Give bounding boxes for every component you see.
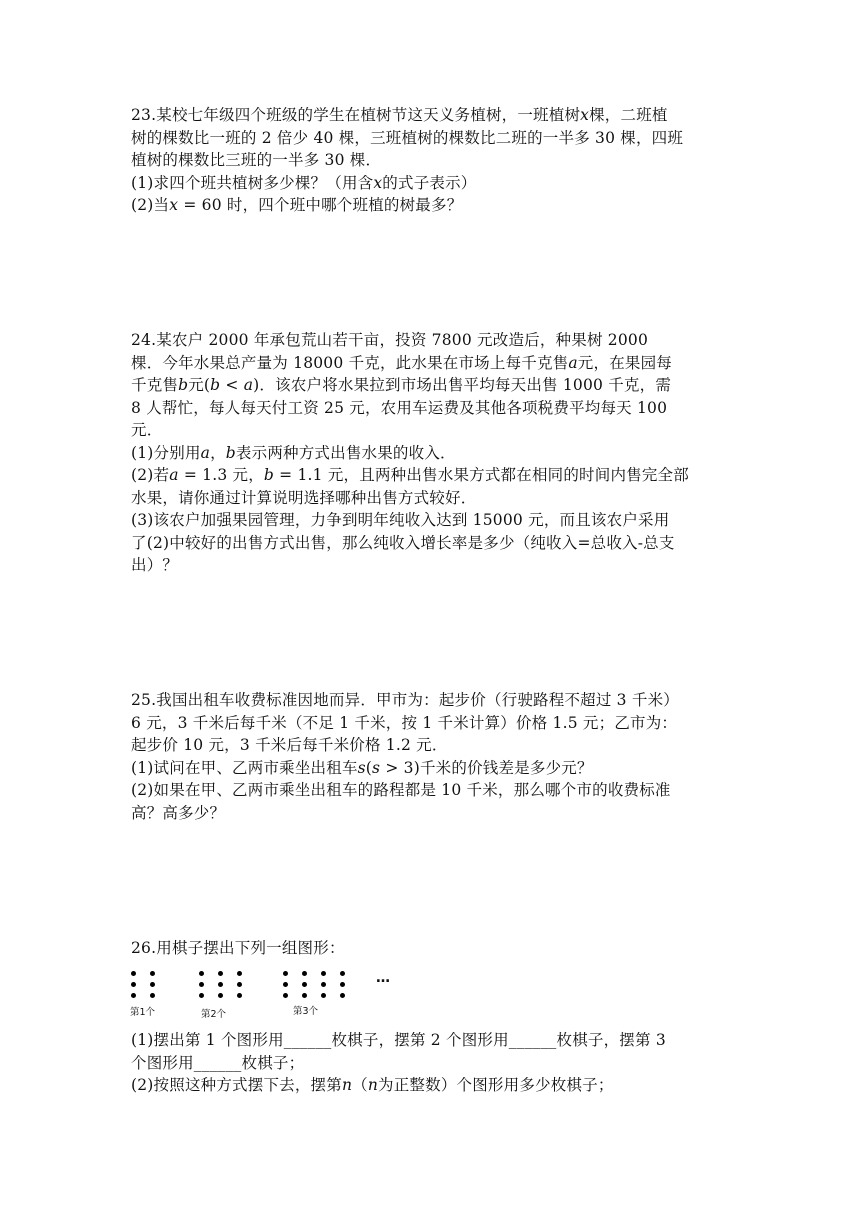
q23-line-3: 植树的棵数比三班的一半多 30 棵． (131, 151, 382, 169)
piece-dot (150, 982, 155, 987)
q24-line-4: 8 人帮忙，每人每天付工资 25 元，农用车运费及其他各项税费平均每天 100 (131, 398, 668, 417)
piece-dot (131, 993, 136, 998)
q24-line-1: 24.某农户 2000 年承包荒山若干亩，投资 7800 元改造后，种果树 2000 (131, 331, 649, 349)
continuation-ellipsis: … (376, 970, 390, 986)
piece-dot (237, 993, 242, 998)
q23-line-2: 树的棵数比一班的 2 倍少 40 棵，三班植树的棵数比二班的一半多 30 棵，四班 (131, 128, 684, 147)
q25-line-6: 高？高多少？ (131, 803, 226, 822)
q24-line-6: (1)分别用𝑎，𝑏表示两种方式出售水果的收入． (131, 443, 456, 462)
piece-dot (150, 971, 155, 976)
piece-dot (283, 993, 288, 998)
piece-dot (340, 993, 345, 998)
q26-intro: 26.用棋子摆出下列一组图形： (131, 939, 345, 957)
q23-line-4: (1)求四个班共植树多少棵？（用含𝑥的式子表示） (131, 173, 477, 192)
piece-dot (199, 993, 204, 998)
piece-dot (131, 982, 136, 987)
piece-dot (321, 982, 326, 987)
question-26 (131, 1029, 731, 1097)
q24-line-5: 元． (131, 421, 163, 439)
q25-line-2: 6 元，3 千米后每千米（不足 1 千米，按 1 千米计算）价格 1.5 元；乙市为： (131, 713, 678, 732)
q23-line-5: (2)当𝑥 = 60 时，四个班中哪个班植的树最多？ (131, 196, 463, 214)
piece-dot (131, 971, 136, 976)
figure-label-3: 第3个 (293, 1006, 319, 1017)
q25-line-1: 25.我国出租车收费标准因地而异．甲市为：起步价（行驶路程不超过 3 千米） (131, 691, 679, 709)
piece-dot (237, 982, 242, 987)
q25-line-4: (1)试问在甲、乙两市乘坐出租车𝑠(𝑠 > 3)千米的价钱差是多少元？ (131, 758, 593, 777)
q26-line-1: (1)摆出第 1 个图形用______枚棋子，摆第 2 个图形用______枚棋子，摆第 3 (131, 1031, 666, 1049)
q24-line-2: 棵．今年水果总产量为 18000 千克，此水果在市场上每千克售𝑎元，在果园每 (131, 353, 673, 372)
piece-dot (218, 993, 223, 998)
piece-dot (302, 993, 307, 998)
question-26-intro (131, 937, 731, 960)
piece-dot (321, 971, 326, 976)
q26-line-3: (2)按照这种方式摆下去，摆第𝑛（𝑛为正整数）个图形用多少枚棋子； (131, 1076, 614, 1094)
question-24 (131, 329, 731, 577)
q24-line-3: 千克售𝑏元(𝑏 < 𝑎)．该农户将水果拉到市场出售平均每天出售 1000 千克，需 (131, 376, 672, 394)
piece-dot (302, 982, 307, 987)
q26-line-2: 个图形用______枚棋子； (131, 1053, 305, 1072)
question-25 (131, 689, 731, 824)
q25-line-5: (2)如果在甲、乙两市乘坐出租车的路程都是 10 千米，那么哪个市的收费标准 (131, 781, 671, 799)
piece-dot (283, 982, 288, 987)
figure-label-1: 第1个 (130, 1007, 156, 1018)
q25-line-3: 起步价 10 元，3 千米后每千米价格 1.2 元． (131, 736, 448, 754)
q24-line-11: 出）？ (131, 556, 179, 574)
q24-line-8: 水果，请你通过计算说明选择哪种出售方式较好． (131, 488, 477, 507)
q24-line-9: (3)该农户加强果园管理，力争到明年纯收入达到 15000 元，而且该农户采用 (131, 511, 670, 529)
chess-piece-figure (128, 968, 408, 1020)
piece-dot (302, 971, 307, 976)
q24-line-7: (2)若𝑎 = 1.3 元，𝑏 = 1.1 元，且两种出售水果方式都在相同的时间内售完全部 (131, 466, 689, 484)
piece-dot (340, 971, 345, 976)
question-23 (131, 104, 731, 217)
q23-line-1: 23.某校七年级四个班级的学生在植树节这天义务植树，一班植树𝑥棵，二班植 (131, 106, 668, 124)
figure-label-2: 第2个 (201, 1009, 227, 1020)
q24-line-10: 了(2)中较好的出售方式出售，那么纯收入增长率是多少（纯收入=总收入-总支 (131, 533, 675, 552)
piece-dot (321, 993, 326, 998)
piece-dot (150, 993, 155, 998)
piece-dot (218, 971, 223, 976)
piece-dot (283, 971, 288, 976)
piece-dot (199, 982, 204, 987)
piece-dot (340, 982, 345, 987)
piece-dot (218, 982, 223, 987)
piece-dot (199, 971, 204, 976)
piece-dot (237, 971, 242, 976)
